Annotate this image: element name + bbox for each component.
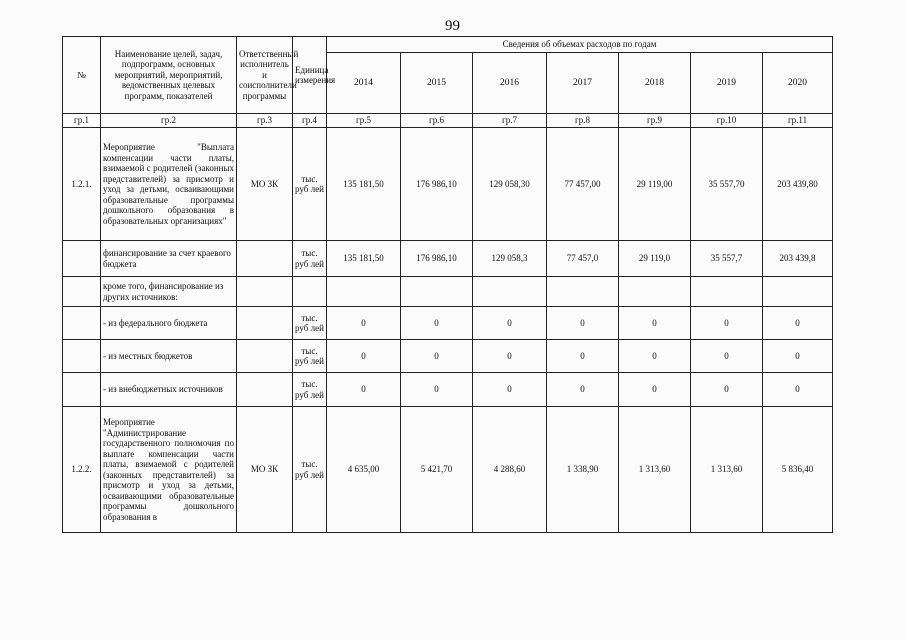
row-num — [63, 307, 101, 340]
row-value: 77 457,0 — [547, 241, 619, 277]
row-value: 1 313,60 — [691, 407, 763, 533]
group-number: гр.11 — [763, 114, 833, 128]
row-name: - из федерального бюджета — [101, 307, 237, 340]
group-number: гр.8 — [547, 114, 619, 128]
row-name: Мероприятие "Выплата компенсации части платы, взимаемой с родителей (законных представителей) за присмотр и уход за детьми, осваивающими образовательные программы дошкольного образования в образовательных организациях" — [101, 128, 237, 241]
header-expenses-title: Сведения об объемах расходов по годам — [327, 37, 833, 53]
row-value: 0 — [763, 340, 833, 373]
row-num: 1.2.2. — [63, 407, 101, 533]
row-value: 176 986,10 — [401, 128, 473, 241]
group-number-row — [63, 114, 833, 128]
row-unit: тыс. руб лей — [293, 128, 327, 241]
row-num — [63, 277, 101, 307]
header-year: 2017 — [547, 53, 619, 114]
row-executor: МО ЗК — [237, 128, 293, 241]
row-value: 129 058,3 — [473, 241, 547, 277]
row-num — [63, 373, 101, 407]
row-value: 77 457,00 — [547, 128, 619, 241]
row-value: 0 — [327, 373, 401, 407]
table-row — [63, 373, 833, 407]
group-number: гр.9 — [619, 114, 691, 128]
header-year: 2019 — [691, 53, 763, 114]
table-row — [63, 340, 833, 373]
group-number: гр.7 — [473, 114, 547, 128]
row-value: 0 — [473, 307, 547, 340]
row-value: 5 836,40 — [763, 407, 833, 533]
header-name: Наименование целей, задач, подпрограмм, основных мероприятий, мероприятий, ведомственных целевых программ, показателей — [101, 37, 237, 114]
row-value: 129 058,30 — [473, 128, 547, 241]
row-value: 0 — [619, 340, 691, 373]
row-unit: тыс. руб лей — [293, 307, 327, 340]
row-value: 0 — [763, 373, 833, 407]
header-year: 2015 — [401, 53, 473, 114]
row-value: 35 557,70 — [691, 128, 763, 241]
row-value — [401, 277, 473, 307]
row-unit: тыс. руб лей — [293, 241, 327, 277]
row-value — [473, 277, 547, 307]
row-value: 4 288,60 — [473, 407, 547, 533]
row-name: кроме того, финансирование из других источников: — [101, 277, 237, 307]
page-number: 99 — [445, 18, 460, 34]
header-executor: Ответственный исполнитель и соисполнители программы — [237, 37, 293, 114]
row-name: финансирование за счет краевого бюджета — [101, 241, 237, 277]
row-value: 0 — [547, 373, 619, 407]
row-executor — [237, 373, 293, 407]
row-value — [547, 277, 619, 307]
row-value: 0 — [327, 307, 401, 340]
group-number: гр.1 — [63, 114, 101, 128]
row-executor: МО ЗК — [237, 407, 293, 533]
row-value: 203 439,8 — [763, 241, 833, 277]
table-row — [63, 128, 833, 241]
group-number: гр.4 — [293, 114, 327, 128]
row-unit — [293, 277, 327, 307]
row-value: 0 — [327, 340, 401, 373]
header-unit: Единица измерения — [293, 37, 327, 114]
row-value: 4 635,00 — [327, 407, 401, 533]
row-value: 0 — [473, 340, 547, 373]
row-value: 0 — [763, 307, 833, 340]
row-executor — [237, 340, 293, 373]
header-year: 2018 — [619, 53, 691, 114]
row-value: 203 439,80 — [763, 128, 833, 241]
row-value: 135 181,50 — [327, 241, 401, 277]
row-unit: тыс. руб лей — [293, 407, 327, 533]
row-value: 35 557,7 — [691, 241, 763, 277]
row-value: 176 986,10 — [401, 241, 473, 277]
header-year: 2020 — [763, 53, 833, 114]
table-row — [63, 241, 833, 277]
row-num — [63, 340, 101, 373]
row-unit: тыс. руб лей — [293, 373, 327, 407]
row-num — [63, 241, 101, 277]
row-name: - из местных бюджетов — [101, 340, 237, 373]
row-value: 0 — [473, 373, 547, 407]
row-executor — [237, 307, 293, 340]
row-value: 135 181,50 — [327, 128, 401, 241]
row-value: 0 — [401, 307, 473, 340]
row-value: 1 338,90 — [547, 407, 619, 533]
row-value — [763, 277, 833, 307]
row-executor — [237, 241, 293, 277]
header-num: № — [63, 37, 101, 114]
header-year: 2014 — [327, 53, 401, 114]
row-value: 0 — [547, 307, 619, 340]
row-value: 0 — [691, 307, 763, 340]
table-row — [63, 407, 833, 533]
row-value: 0 — [619, 373, 691, 407]
row-value: 0 — [691, 340, 763, 373]
row-value — [619, 277, 691, 307]
row-executor — [237, 277, 293, 307]
group-number: гр.5 — [327, 114, 401, 128]
row-value: 29 119,0 — [619, 241, 691, 277]
table-row — [63, 307, 833, 340]
group-number: гр.6 — [401, 114, 473, 128]
row-value: 0 — [401, 373, 473, 407]
row-value: 0 — [401, 340, 473, 373]
group-number: гр.2 — [101, 114, 237, 128]
row-num: 1.2.1. — [63, 128, 101, 241]
expenses-table — [62, 36, 833, 533]
group-number: гр.10 — [691, 114, 763, 128]
row-name: - из внебюджетных источников — [101, 373, 237, 407]
row-value: 0 — [691, 373, 763, 407]
row-name: Мероприятие "Администрирование государственного полномочия по выплате компенсации части платы, взимаемой с родителей (законных представителей) за присмотр и уход за детьми, осваивающими образовательные программы дошкольного образования в — [101, 407, 237, 533]
row-value: 0 — [619, 307, 691, 340]
row-value — [327, 277, 401, 307]
table-row — [63, 277, 833, 307]
row-value: 29 119,00 — [619, 128, 691, 241]
row-value: 5 421,70 — [401, 407, 473, 533]
group-number: гр.3 — [237, 114, 293, 128]
row-value: 1 313,60 — [619, 407, 691, 533]
row-unit: тыс. руб лей — [293, 340, 327, 373]
row-value — [691, 277, 763, 307]
row-value: 0 — [547, 340, 619, 373]
header-year: 2016 — [473, 53, 547, 114]
